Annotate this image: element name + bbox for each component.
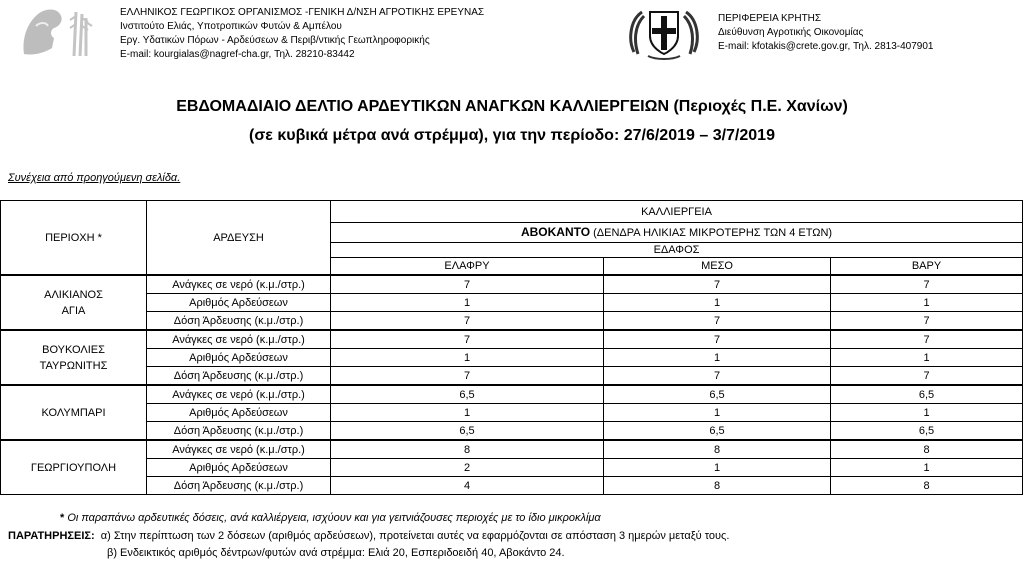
- value-medium: 7: [604, 367, 831, 386]
- remark-a: α) Στην περίπτωση των 2 δόσεων (αριθμός αρδεύσεων), προτείνεται αυτές να εφαρμόζονται σε απόσταση 3 ημερών μεταξύ τους.: [100, 530, 730, 542]
- value-medium: 1: [604, 349, 831, 367]
- value-medium: 7: [604, 275, 831, 294]
- crop-name-cell: [331, 223, 1023, 243]
- row-label: Ανάγκες σε νερό (κ.μ./στρ.): [147, 275, 331, 294]
- value-medium: 6,5: [604, 422, 831, 441]
- footnote-text: Οι παραπάνω αρδευτικές δόσεις, ανά καλλιέργεια, ισχύουν και για γειτνιάζουσες περιοχές με το ίδιο μικροκλίμα: [67, 512, 601, 524]
- header-right-text: [718, 12, 933, 54]
- soil-header: ΕΔΑΦΟΣ: [331, 243, 1023, 258]
- row-label: Δόση Άρδευσης (κ.μ./στρ.): [147, 367, 331, 386]
- value-light: 7: [331, 312, 604, 331]
- remarks: [8, 530, 729, 542]
- table-row: [1, 385, 1023, 404]
- value-light: 1: [331, 404, 604, 422]
- greek-emblem-icon: [624, 2, 704, 64]
- value-heavy: 7: [831, 312, 1023, 331]
- value-heavy: 1: [831, 459, 1023, 477]
- header-left-line: Εργ. Υδατικών Πόρων - Αρδεύσεων & Περιβ/ντικής Γεωπληροφορικής: [120, 35, 430, 46]
- value-light: 6,5: [331, 422, 604, 441]
- value-medium: 1: [604, 404, 831, 422]
- document-subtitle: (σε κυβικά μέτρα ανά στρέμμα), για την περίοδο: 27/6/2019 – 3/7/2019: [249, 127, 775, 144]
- value-heavy: 7: [831, 330, 1023, 349]
- value-heavy: 7: [831, 275, 1023, 294]
- row-label: Δόση Άρδευσης (κ.μ./στρ.): [147, 477, 331, 495]
- table-row: [1, 404, 1023, 422]
- crop-detail: (ΔΕΝΔΡΑ ΗΛΙΚΙΑΣ ΜΙΚΡΟΤΕΡΗΣ ΤΩΝ 4 ΕΤΩΝ): [593, 227, 833, 239]
- header-left-line: Ινστιτούτο Ελιάς, Υποτροπικών Φυτών & Αμπέλου: [120, 21, 342, 32]
- value-medium: 7: [604, 312, 831, 331]
- row-label: Αριθμός Αρδεύσεων: [147, 349, 331, 367]
- value-light: 8: [331, 440, 604, 459]
- table-row: [1, 422, 1023, 441]
- value-medium: 7: [604, 330, 831, 349]
- value-light: 1: [331, 294, 604, 312]
- table-row: [1, 275, 1023, 294]
- table-row: [1, 349, 1023, 367]
- irrigation-column-header: ΑΡΔΕΥΣΗ: [147, 201, 331, 276]
- footnote-microclimate: [60, 512, 601, 524]
- value-light: 7: [331, 330, 604, 349]
- region-name-line: ΑΛΙΚΙΑΝΟΣ: [44, 288, 103, 301]
- row-label: Δόση Άρδευσης (κ.μ./στρ.): [147, 312, 331, 331]
- table-row: [1, 294, 1023, 312]
- soil-heavy-header: ΒΑΡΥ: [831, 258, 1023, 276]
- table-row: [1, 459, 1023, 477]
- region-name: [1, 385, 147, 440]
- header-left-text: [120, 6, 484, 62]
- header-left-line: ΕΛΛΗΝΙΚΟΣ ΓΕΩΡΓΙΚΟΣ ΟΡΓΑΝΙΣΜΟΣ -ΓΕΝΙΚΗ Δ/ΝΣΗ ΑΓΡΟΤΙΚΗΣ ΕΡΕΥΝΑΣ: [120, 7, 485, 18]
- value-heavy: 6,5: [831, 422, 1023, 441]
- header-right-line: ΠΕΡΙΦΕΡΕΙΑ ΚΡΗΤΗΣ: [718, 13, 822, 24]
- region-name-line: ΤΑΥΡΩΝΙΤΗΣ: [39, 359, 108, 372]
- value-light: 7: [331, 367, 604, 386]
- table-row: [1, 440, 1023, 459]
- value-heavy: 7: [831, 367, 1023, 386]
- row-label: Ανάγκες σε νερό (κ.μ./στρ.): [147, 440, 331, 459]
- region-name-line: ΚΟΛΥΜΠΑΡΙ: [41, 406, 106, 419]
- value-heavy: 1: [831, 294, 1023, 312]
- region-name: [1, 440, 147, 495]
- value-heavy: 8: [831, 477, 1023, 495]
- header-left: [16, 4, 485, 60]
- area-column-header: ΠΕΡΙΟΧΗ *: [1, 201, 147, 276]
- value-medium: 8: [604, 477, 831, 495]
- region-name-line: ΑΓΙΑ: [61, 304, 86, 317]
- region-name: [1, 275, 147, 330]
- table-row: [1, 312, 1023, 331]
- continued-note: Συνέχεια από προηγούμενη σελίδα.: [8, 172, 181, 184]
- table-row: [1, 367, 1023, 386]
- value-medium: 6,5: [604, 385, 831, 404]
- value-light: 7: [331, 275, 604, 294]
- value-medium: 1: [604, 459, 831, 477]
- value-medium: 1: [604, 294, 831, 312]
- crop-name: ΑΒΟΚΑΝΤΟ: [520, 225, 591, 239]
- region-name-line: ΓΕΩΡΓΙΟΥΠΟΛΗ: [30, 461, 117, 474]
- value-heavy: 1: [831, 349, 1023, 367]
- institute-logo-icon: [16, 4, 104, 60]
- region-name-line: ΒΟΥΚΟΛΙΕΣ: [42, 343, 105, 356]
- row-label: Αριθμός Αρδεύσεων: [147, 404, 331, 422]
- header-right-line: E-mail: kfotakis@crete.gov.gr, Τηλ. 2813-407901: [718, 41, 934, 52]
- region-name: [1, 330, 147, 385]
- row-label: Δόση Άρδευσης (κ.μ./στρ.): [147, 422, 331, 441]
- value-heavy: 8: [831, 440, 1023, 459]
- value-light: 1: [331, 349, 604, 367]
- value-medium: 8: [604, 440, 831, 459]
- soil-light-header: ΕΛΑΦΡΥ: [331, 258, 604, 276]
- irrigation-table: [0, 200, 1023, 495]
- header-row: [1, 201, 1023, 223]
- value-heavy: 6,5: [831, 385, 1023, 404]
- header-left-line: E-mail: kourgialas@nagref-cha.gr, Τηλ. 28210-83442: [120, 49, 355, 60]
- row-label: Ανάγκες σε νερό (κ.μ./στρ.): [147, 330, 331, 349]
- footnote-asterisk: *: [60, 512, 65, 524]
- value-light: 4: [331, 477, 604, 495]
- table-row: [1, 477, 1023, 495]
- row-label: Ανάγκες σε νερό (κ.μ./στρ.): [147, 385, 331, 404]
- value-light: 2: [331, 459, 604, 477]
- row-label: Αριθμός Αρδεύσεων: [147, 459, 331, 477]
- table-row: [1, 330, 1023, 349]
- row-label: Αριθμός Αρδεύσεων: [147, 294, 331, 312]
- document-title: ΕΒΔΟΜΑΔΙΑΙΟ ΔΕΛΤΙΟ ΑΡΔΕΥΤΙΚΩΝ ΑΝΑΓΚΩΝ ΚΑΛΛΙΕΡΓΕΙΩΝ (Περιοχές Π.Ε. Χανίων): [176, 98, 848, 115]
- remarks-label: ΠΑΡΑΤΗΡΗΣΕΙΣ:: [8, 530, 95, 542]
- value-light: 6,5: [331, 385, 604, 404]
- remark-b: β) Ενδεικτικός αριθμός δέντρων/φυτών ανά στρέμμα: Ελιά 20, Εσπεριδοειδή 40, Αβοκάντο 24.: [107, 547, 565, 559]
- value-heavy: 1: [831, 404, 1023, 422]
- crop-header: ΚΑΛΛΙΕΡΓΕΙΑ: [331, 201, 1023, 223]
- header-right-line: Διεύθυνση Αγροτικής Οικονομίας: [718, 27, 864, 38]
- soil-medium-header: ΜΕΣΟ: [604, 258, 831, 276]
